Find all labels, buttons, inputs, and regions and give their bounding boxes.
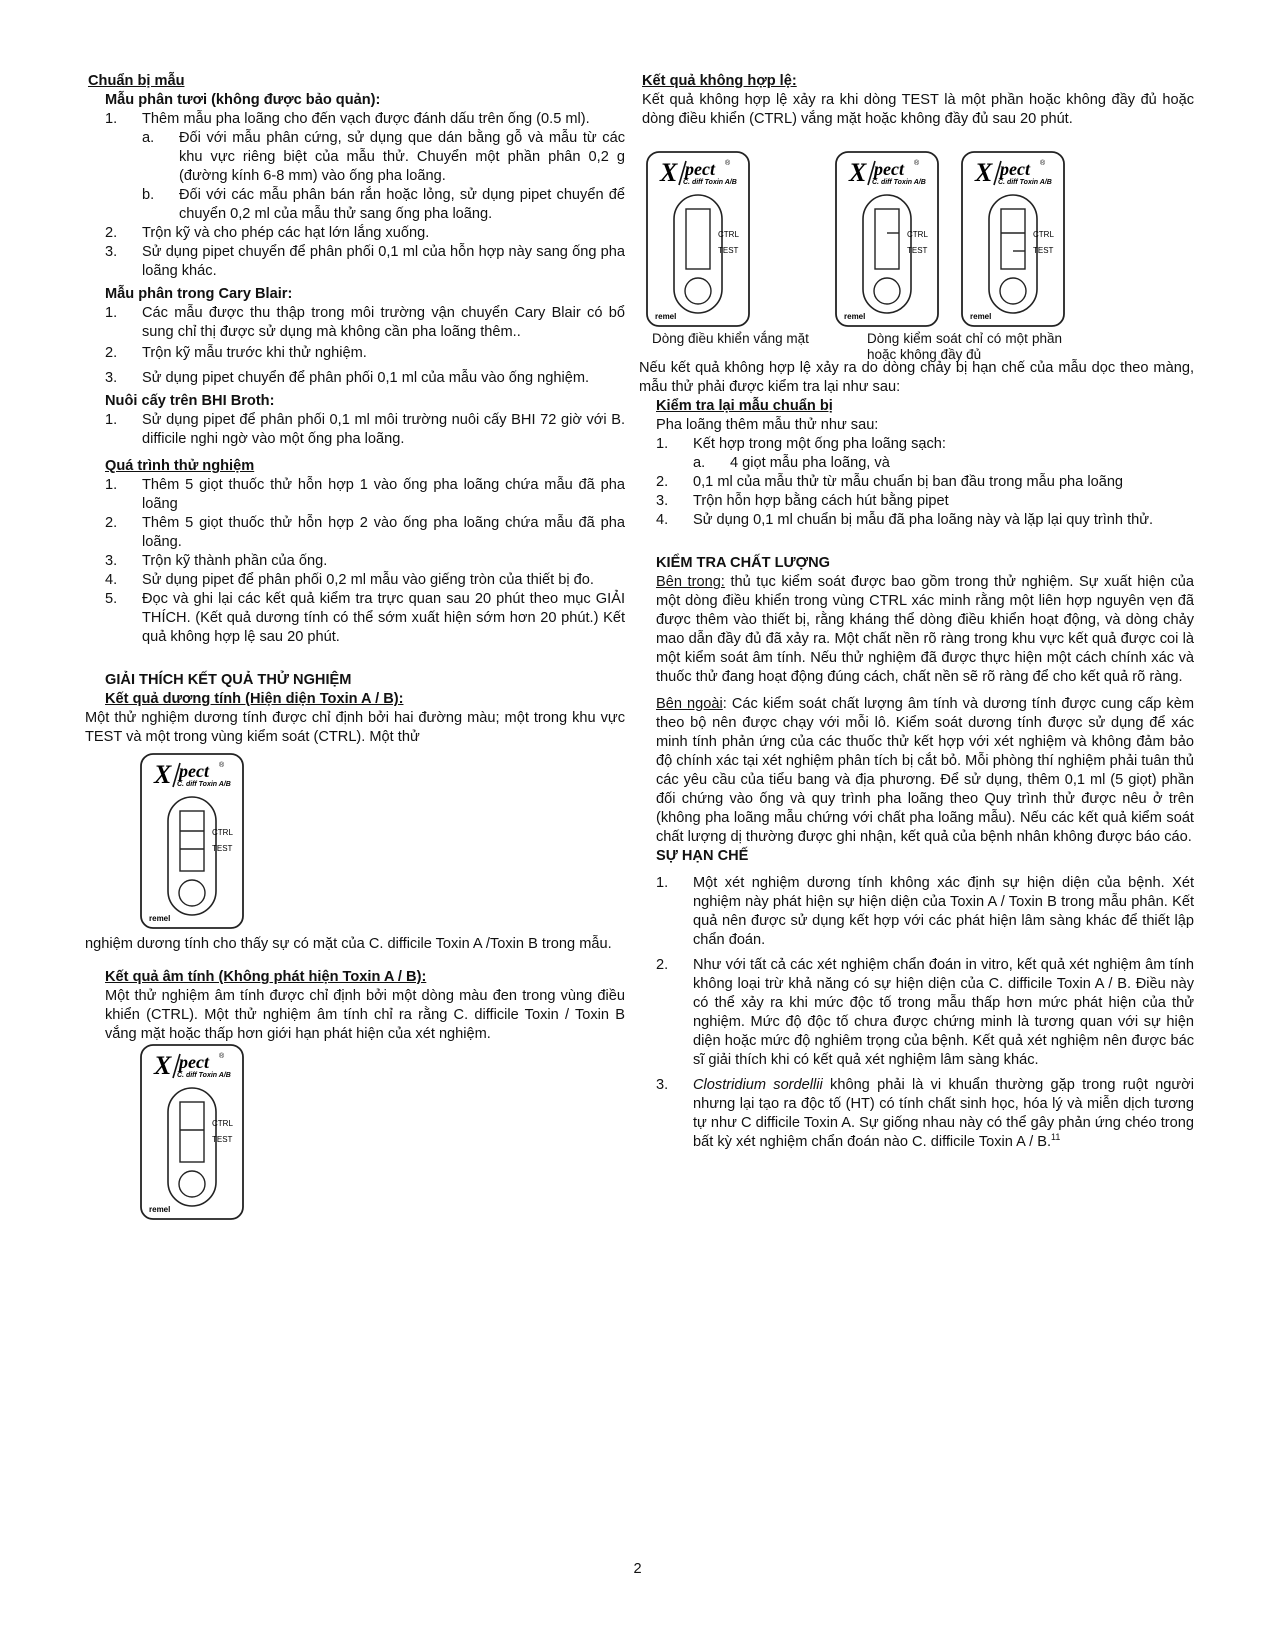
list-item: 1. Kết hợp trong một ống pha loãng sạch: [656, 436, 946, 452]
list-item: 3. Trộn kỹ thành phần của ống. [105, 553, 328, 569]
device-invalid-1 [646, 151, 752, 329]
subsection-title-fresh: Mẫu phân tươi (không được bảo quản): [105, 92, 381, 108]
qc-external-paragraph [642, 695, 1194, 847]
qc-internal-label: Bên trong: [656, 574, 725, 590]
device-reg-mark: ® [219, 762, 225, 769]
device-brand-x: X [154, 1051, 172, 1080]
section-title-interpretation: GIẢI THÍCH KẾT QUẢ THỬ NGHIỆM [105, 672, 352, 688]
caption-control-absent: Dòng điều khiển vắng mặt [652, 331, 809, 346]
device-maker-logo: remel [844, 312, 866, 321]
subsection-title-bhi: Nuôi cấy trên BHI Broth: [105, 393, 275, 409]
left-column [85, 72, 625, 1222]
device-test-label: TEST [1033, 246, 1054, 255]
device-maker-logo: remel [149, 1205, 171, 1214]
invalid-text: Kết quả không hợp lệ xảy ra khi dòng TEST là một phần hoặc không đầy đủ hoặc dòng điều khiển (CTRL) vắng mặt hoặc không đầy đủ sau 20 phút. [642, 92, 1194, 127]
list-item: 3. Sử dụng pipet chuyển để phân phối 0,1 ml của mẫu vào ống nghiệm. [105, 370, 590, 386]
device-ctrl-label: CTRL [212, 828, 233, 837]
qc-external-label: Bên ngoài [656, 696, 723, 712]
device-brand-pect: pect [874, 159, 904, 179]
negative-text: Một thử nghiệm âm tính được chỉ định bởi một dòng màu đen trong vùng điều khiển (CTRL). Một thử nghiệm âm tính chỉ ra rằng C. difficile Toxin / Toxin B vắng mặt hoặc thấp hơn giới hạn phát hiện của xét nghiệm. [105, 988, 625, 1042]
device-negative-illustration [140, 1044, 246, 1222]
page-number: 2 [633, 1561, 642, 1577]
list-item: 2. Trộn kỹ mẫu trước khi thử nghiệm. [105, 345, 367, 361]
list-item: 3. Clostridium sordellii không phải là vi khuẩn thường gặp trong ruột người nhưng lại tạo ra độc tố (HT) có tính chất sinh học, hóa lý và miễn dịch tương tự như C difficile Toxin A. Sự giống nhau này có thể gây phản ứng chéo trong bất kỳ xét nghiệm chẩn đoán nào C. difficile Toxin A / B.$^{11}$ [656, 1077, 1194, 1150]
device-maker-logo: remel [970, 312, 992, 321]
device-maker-logo: remel [149, 914, 171, 923]
list-item: 1. Thêm 5 giọt thuốc thử hỗn hợp 1 vào ống pha loãng chứa mẫu đã pha loãng [105, 477, 625, 512]
list-item: 2. Như với tất cả các xét nghiệm chẩn đoán in vitro, kết quả xét nghiệm âm tính không loại trừ khả năng có sự hiện diện của C. difficile Toxin A / B. Điều này có thể xảy ra khi mức độc tố trong mẫu thấp hơn mức phát hiện của thử nghiệm. Mức độ độc tố chưa được chứng minh là tương quan với sự hiện diện hoặc mức độ nghiêm trọng của bệnh. Kết quả xét nghiệm nên được bác sĩ giải thích khi có kết quả xét nghiệm lâm sàng khác. [656, 957, 1194, 1068]
list-item: 3. Sử dụng pipet chuyển để phân phối 0,1 ml của hỗn hợp này sang ống pha loãng khác. [105, 244, 625, 279]
device-test-label: TEST [212, 1135, 233, 1144]
device-brand-x: X [975, 158, 993, 187]
sub-list-item: a. Đối với mẫu phân cứng, sử dụng que dán bằng gỗ và mẫu từ các khu vực riêng biệt của mẫu thử. Chuyển một phần phân 0,2 g (đường kính 6-8 mm) vào ống pha loãng. [142, 130, 625, 184]
cary-list [88, 304, 625, 388]
organism-name: Clostridium sordellii [693, 1077, 823, 1093]
reference-superscript: 11 [1051, 1132, 1061, 1143]
device-brand-x: X [660, 158, 678, 187]
device-invalid-3 [961, 151, 1067, 329]
device-test-label: TEST [907, 246, 928, 255]
list-item: 2. 0,1 ml của mẫu thử từ mẫu chuẩn bị ban đầu trong mẫu pha loãng [656, 474, 1124, 490]
list-item: 4. Sử dụng pipet để phân phối 0,2 ml mẫu vào giếng tròn của thiết bị đo. [105, 572, 594, 588]
list-item: 4. Sử dụng 0,1 ml chuẩn bị mẫu đã pha loãng này và lặp lại quy trình thử. [656, 512, 1154, 528]
device-maker-logo: remel [655, 312, 677, 321]
subsection-title-retest: Kiểm tra lại mẫu chuẩn bị [656, 398, 833, 414]
positive-text-2: nghiệm dương tính cho thấy sự có mặt của C. difficile Toxin A /Toxin B trong mẫu. [85, 936, 612, 952]
subsection-title-positive: Kết quả dương tính (Hiện diện Toxin A / B): [105, 691, 404, 707]
invalid-note: Nếu kết quả không hợp lệ xảy ra do dòng chảy bị hạn chế của mẫu dọc theo màng, mẫu thử phải được kiểm tra lại như sau: [639, 360, 1194, 395]
list-item: 5. Đọc và ghi lại các kết quả kiểm tra trực quan sau 20 phút theo mục GIẢI THÍCH. (Kết quả dương tính có thể sớm xuất hiện sớm hơn 20 phút.) Kết quả không hợp lệ sau 20 phút. [105, 591, 625, 645]
device-ctrl-label: CTRL [1033, 230, 1054, 239]
device-brand-x: X [849, 158, 867, 187]
device-sub-label: C. diff Toxin A/B [998, 179, 1052, 186]
device-ctrl-label: CTRL [907, 230, 928, 239]
device-ctrl-label: CTRL [718, 230, 739, 239]
device-brand-pect: pect [179, 1052, 209, 1072]
section-title-procedure: Quá trình thử nghiệm [105, 458, 255, 474]
device-reg-mark: ® [725, 160, 731, 167]
device-brand-x: X [154, 760, 172, 789]
list-item: 1. Thêm mẫu pha loãng cho đến vạch được đánh dấu trên ống (0.5 ml). [105, 111, 590, 127]
device-reg-mark: ® [914, 160, 920, 167]
right-column [639, 72, 1195, 1158]
subsection-title-cary: Mẫu phân trong Cary Blair: [105, 286, 293, 302]
sub-list-item: b. Đối với các mẫu phân bán rắn hoặc lỏng, sử dụng pipet chuyển để chuyển 0,2 ml của mẫu thử sang ống pha loãng. [142, 187, 625, 222]
device-brand-pect: pect [179, 761, 209, 781]
caption-control-partial: Dòng kiểm soát chỉ có một phần hoặc không đầy đủ [867, 331, 1062, 362]
list-item: 3. Trộn hỗn hợp bằng cách hút bằng pipet [656, 493, 949, 509]
retest-intro: Pha loãng thêm mẫu thử như sau: [656, 417, 879, 433]
device-sub-label: C. diff Toxin A/B [177, 781, 231, 788]
qc-internal-paragraph [642, 573, 1194, 687]
device-test-label: TEST [212, 844, 233, 853]
qc-internal-text: thủ tục kiểm soát được bao gồm trong thử nghiệm. Sự xuất hiện của một dòng điều khiển trong vùng CTRL xác minh rằng một liên hợp nguyên vẹn đã được thêm vào thiết bị, rằng kháng thể dòng điều khiển hoạt động, và dòng chảy mao dẫn đầy đủ đã xảy ra. Một chất nền rõ ràng trong khu vực kết quả được coi là một kiểm soát âm tính. Nếu thử nghiệm đã được thực hiện một cách chính xác và thuốc thử đang hoạt động đúng cách, chất nền sẽ rõ ràng để cho kết quả rõ ràng. [656, 574, 1194, 685]
subsection-title-negative: Kết quả âm tính (Không phát hiện Toxin A / B): [105, 969, 427, 985]
invalid-illustrations [642, 137, 1194, 362]
bhi-list [88, 411, 625, 449]
subsection-title-invalid: Kết quả không hợp lệ: [642, 73, 797, 89]
device-reg-mark: ® [1040, 160, 1046, 167]
device-sub-label: C. diff Toxin A/B [683, 179, 737, 186]
list-item: 1. Các mẫu được thu thập trong môi trường vận chuyển Cary Blair có bổ sung chỉ thị được sử dụng mà không cần pha loãng thêm.. [105, 305, 625, 340]
device-sub-label: C. diff Toxin A/B [872, 179, 926, 186]
list-item: 2. Trộn kỹ và cho phép các hạt lớn lắng xuống. [105, 225, 430, 241]
list-item: 1. Một xét nghiệm dương tính không xác định sự hiện diện của bệnh. Xét nghiệm này phát hiện sự hiện diện của Toxin A / Toxin B trong mẫu phân. Kết quả nên được sử dụng kết hợp với các phát hiện lâm sàng khác để thiết lập chẩn đoán. [656, 875, 1194, 948]
section-title-limitations: SỰ HẠN CHẾ [656, 848, 749, 864]
device-sub-label: C. diff Toxin A/B [177, 1072, 231, 1079]
qc-external-text: : Các kiểm soát chất lượng âm tính và dương tính được cung cấp kèm theo bộ nên được chạy với mỗi lô. Kiểm soát dương tính được sử dụng để xác minh tính phản ứng của các thuốc thử kết hợp với xét nghiệm và không đảm bảo độ chính xác tại xét nghiệm phân tích bị cắt bỏ. Mỗi phòng thí nghiệm phải tuân thủ các yêu cầu của tiểu bang và địa phương. Để sử dụng, thêm 0,1 ml (5 giọt) phần đối chứng vào ống và quy trình pha loãng theo Quy trình thử được nêu ở trên (không pha loãng mẫu chứng với chất pha loãng mẫu). Nếu các kết quả kiểm soát chất lượng dị thường được ghi nhận, kết quả của bệnh nhân không được báo cáo. [656, 696, 1195, 845]
positive-text-1: Một thử nghiệm dương tính được chỉ định bởi hai đường màu; một trong khu vực TEST và một trong vùng kiểm soát (CTRL). Một thử [85, 710, 625, 745]
fresh-list [88, 110, 625, 281]
section-title-quality-control: KIỂM TRA CHẤT LƯỢNG [656, 555, 830, 571]
device-reg-mark: ® [219, 1053, 225, 1060]
list-item: 2. Thêm 5 giọt thuốc thử hỗn hợp 2 vào ống pha loãng chứa mẫu đã pha loãng. [105, 515, 625, 550]
list-item: 1. Sử dụng pipet để phân phối 0,1 ml môi trường nuôi cấy BHI 72 giờ với B. difficile nghi ngờ vào một ống pha loãng. [105, 412, 625, 447]
procedure-list [88, 476, 625, 647]
device-ctrl-label: CTRL [212, 1119, 233, 1128]
device-positive-illustration [140, 753, 246, 931]
device-invalid-2 [835, 151, 941, 329]
limitations-list [642, 874, 1194, 1152]
device-test-label: TEST [718, 246, 739, 255]
device-brand-pect: pect [685, 159, 715, 179]
retest-list [642, 435, 1194, 530]
section-title-sample-prep: Chuẩn bị mẫu [88, 73, 185, 89]
sub-list-item: a. 4 giọt mẫu pha loãng, và [693, 455, 890, 471]
device-brand-pect: pect [1000, 159, 1030, 179]
